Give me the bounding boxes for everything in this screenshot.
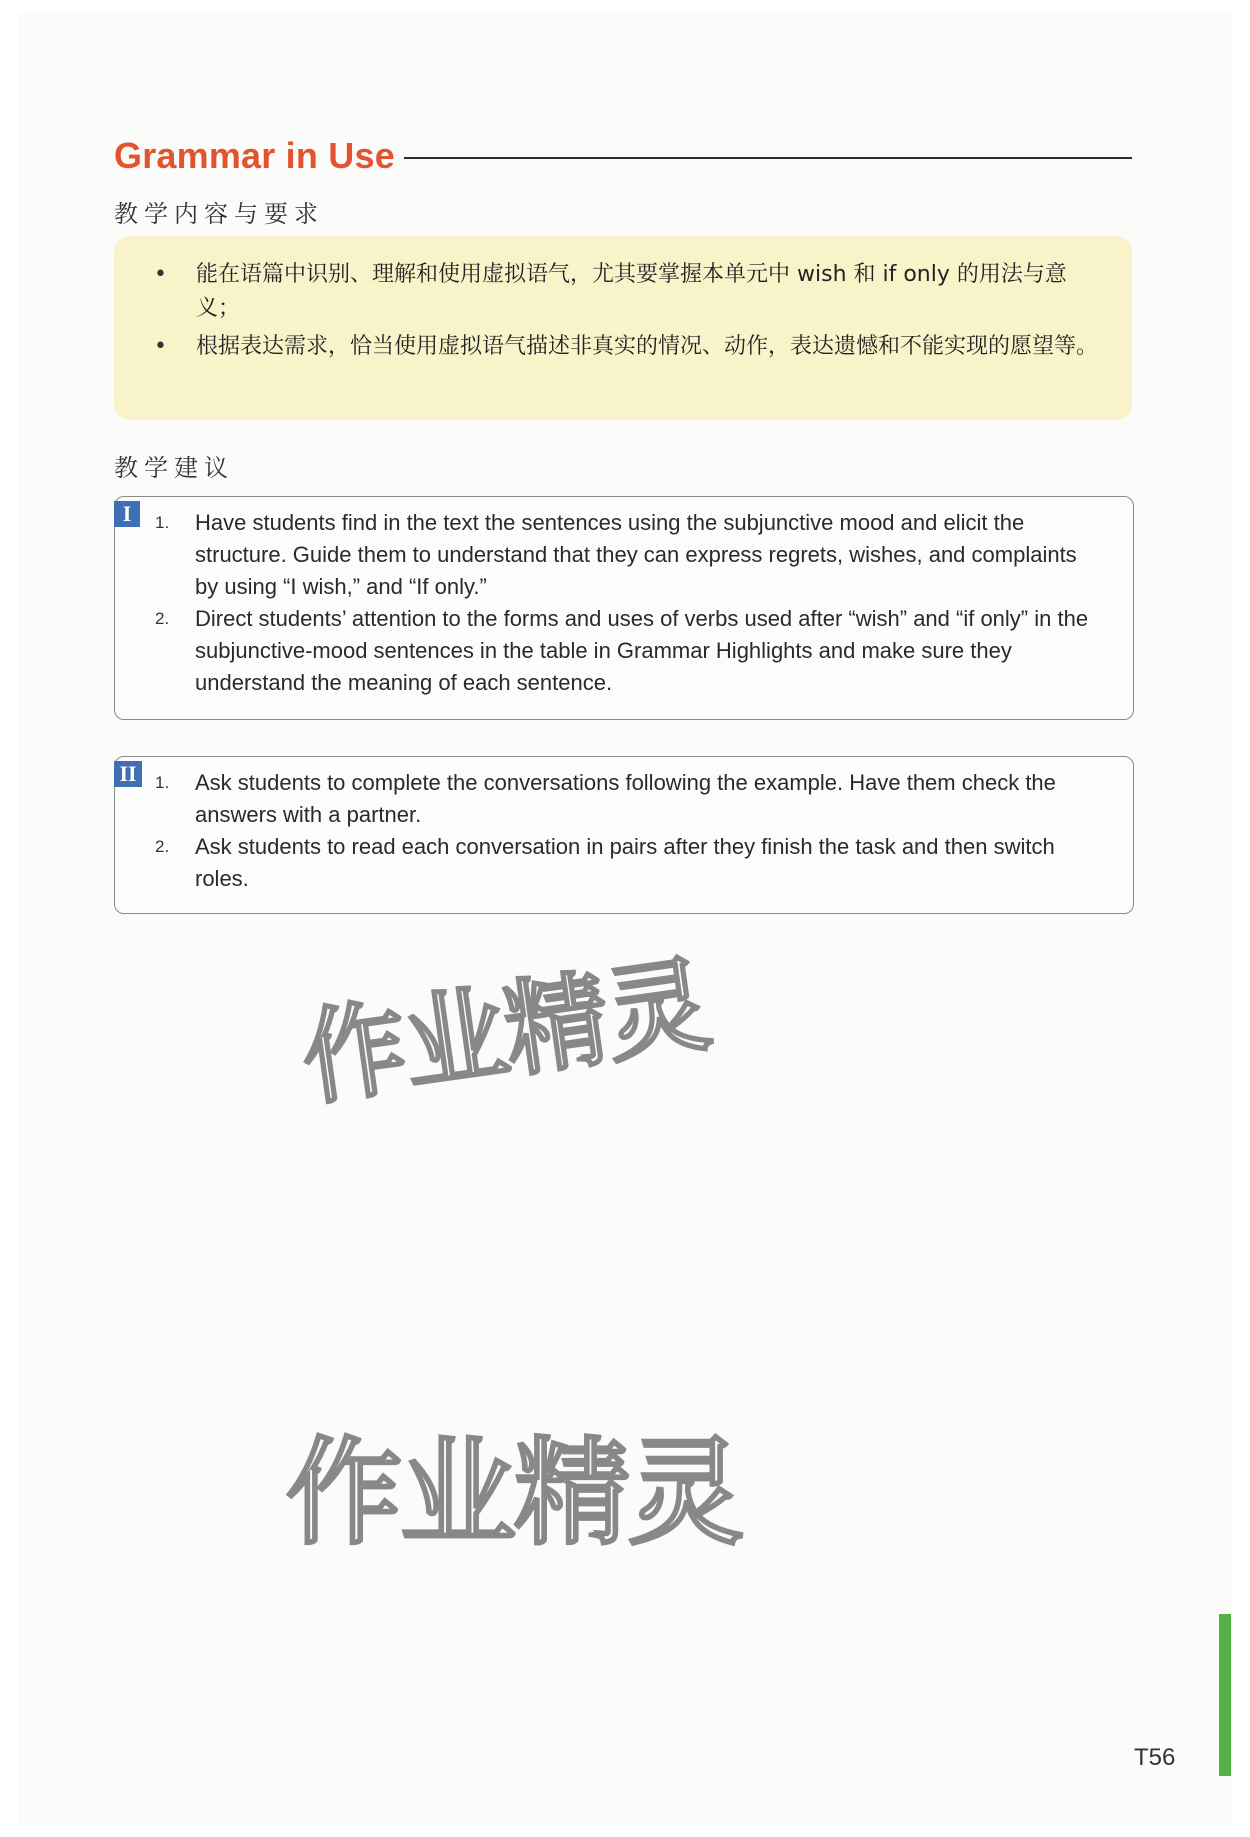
step-list xyxy=(155,767,1103,895)
section-title: Grammar in Use xyxy=(114,135,395,176)
bullet-icon: • xyxy=(154,262,167,287)
step-badge: II xyxy=(114,761,142,787)
watermark: 作业精灵 xyxy=(286,1426,742,1561)
watermark: 作业精灵 xyxy=(294,943,716,1121)
heading-content-requirements: 教学内容与要求 xyxy=(114,200,324,228)
step-list xyxy=(155,507,1103,699)
bullet-icon: • xyxy=(154,334,167,359)
step-box-1 xyxy=(114,496,1134,720)
item-text: Ask students to read each conversation in pairs after they finish the task and then switch roles. xyxy=(195,834,1055,891)
objective-text: 根据表达需求，恰当使用虚拟语气描述非真实的情况、动作，表达遗憾和不能实现的愿望等。 xyxy=(196,334,1099,359)
title-rule xyxy=(404,157,1132,159)
step-box-2 xyxy=(114,756,1134,914)
side-color-bar xyxy=(1219,1614,1231,1776)
list-item xyxy=(155,831,1103,895)
objective-text: 能在语篇中识别、理解和使用虚拟语气，尤其要掌握本单元中 wish 和 if only 的用法与意义； xyxy=(196,262,1067,321)
list-item xyxy=(155,603,1103,699)
item-number: 2. xyxy=(155,609,170,628)
objective-item xyxy=(154,258,1102,328)
item-number: 1. xyxy=(155,773,170,792)
section-title-row xyxy=(114,134,1132,178)
step-badge: I xyxy=(114,501,140,527)
list-item xyxy=(155,507,1103,603)
objective-item xyxy=(154,330,1102,400)
objectives-box xyxy=(114,236,1132,420)
item-text: Have students find in the text the sentences using the subjunctive mood and elicit the structure. Guide them to understand that they can express regrets, wishes, and complaints by using “I wish,” and “If only.” xyxy=(195,510,1077,599)
list-item xyxy=(155,767,1103,831)
item-text: Ask students to complete the conversations following the example. Have them check the answers with a partner. xyxy=(195,770,1056,827)
item-text: Direct students’ attention to the forms and uses of verbs used after “wish” and “if only” in the subjunctive-mood sentences in the table in Grammar Highlights and make sure they understand the meaning of each sentence. xyxy=(195,606,1089,695)
page-number: T56 xyxy=(1134,1744,1176,1771)
item-number: 1. xyxy=(155,513,170,532)
item-number: 2. xyxy=(155,837,170,856)
heading-teaching-suggestions: 教学建议 xyxy=(114,454,234,482)
